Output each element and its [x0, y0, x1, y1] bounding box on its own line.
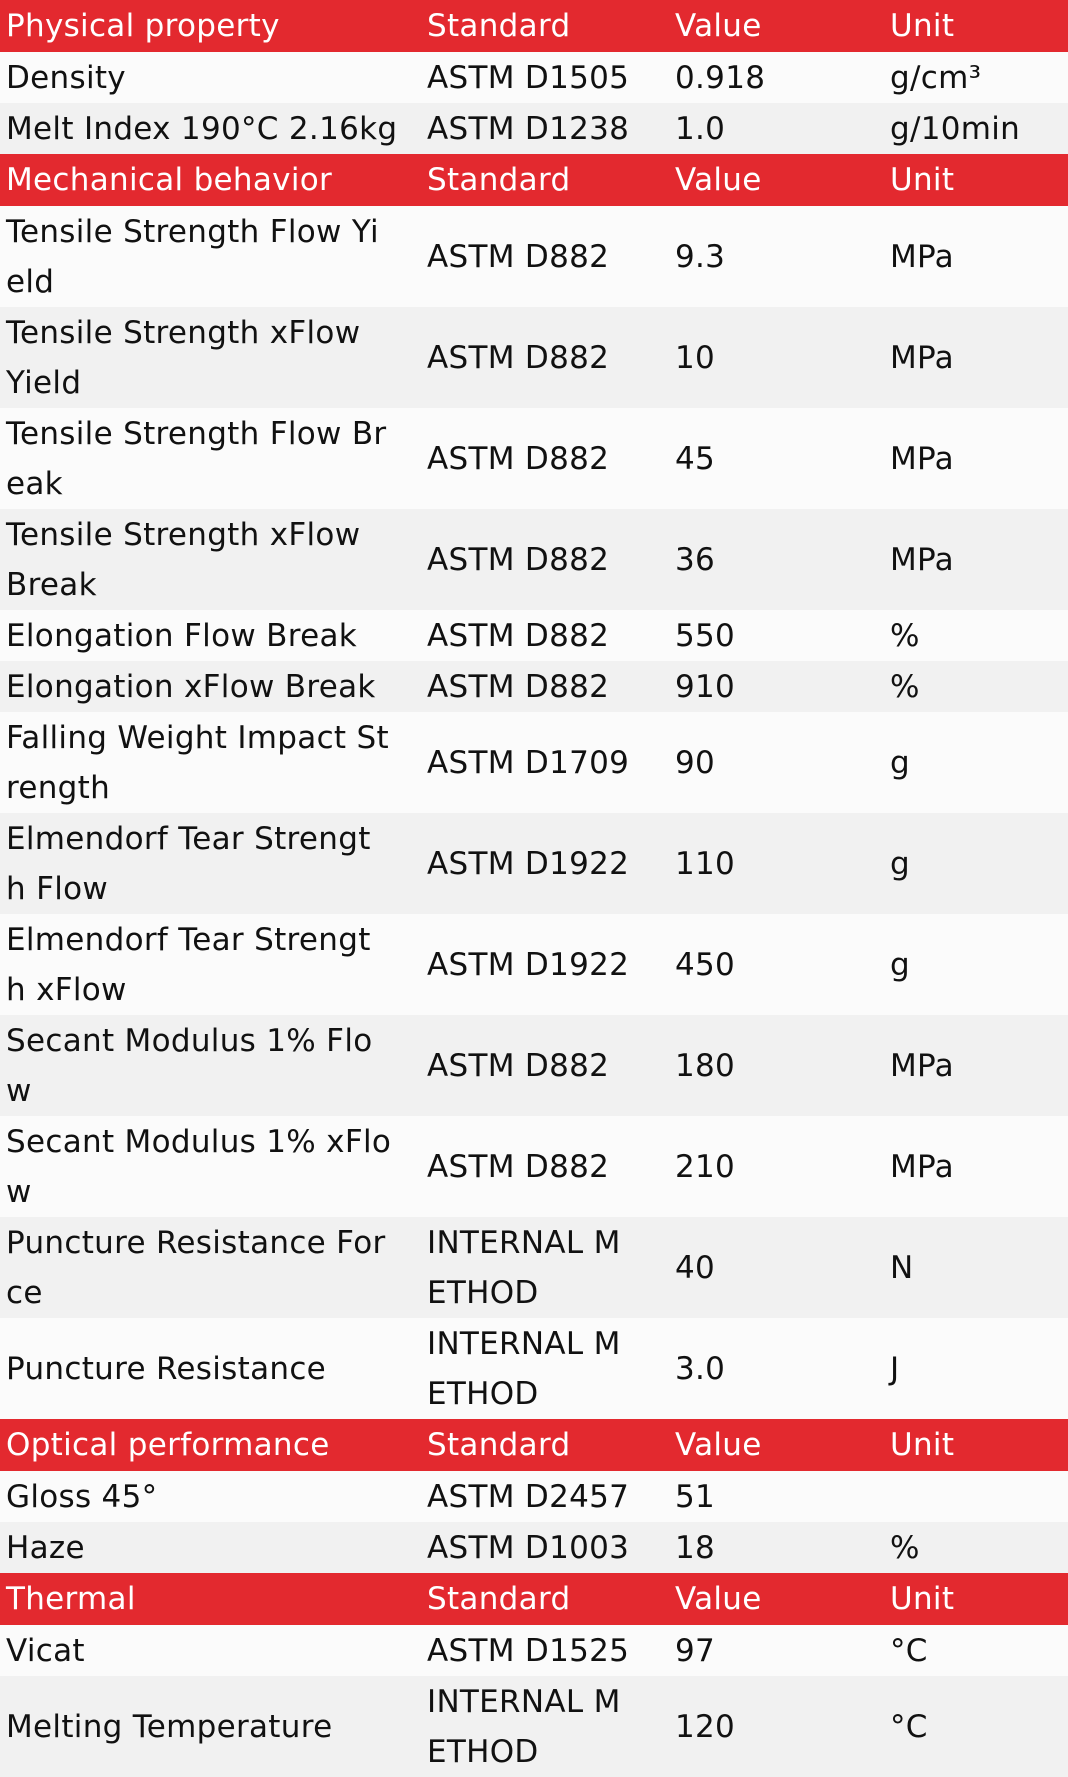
header-standard: Standard — [427, 8, 571, 44]
property-cell-line: Tensile Strength Flow Yi — [6, 213, 379, 250]
property-cell — [0, 915, 421, 1015]
value-cell: 18 — [675, 1529, 716, 1566]
table-row — [0, 408, 1068, 509]
value-cell: 40 — [675, 1249, 716, 1286]
standard-cell-line: ASTM D882 — [427, 617, 610, 654]
header-unit: Unit — [890, 8, 955, 44]
table-row — [0, 1116, 1068, 1217]
property-cell — [0, 814, 421, 914]
standard-cell-line: ASTM D1709 — [427, 744, 630, 781]
standard-cell — [421, 1626, 669, 1676]
property-cell-line: eak — [6, 465, 63, 502]
property-cell-line: Elmendorf Tear Strengt — [6, 921, 371, 958]
standard-cell — [421, 1472, 669, 1522]
property-cell — [0, 1218, 421, 1318]
value-cell: 97 — [675, 1632, 716, 1669]
property-cell — [0, 1117, 421, 1217]
value-cell: 10 — [675, 339, 716, 376]
table-row — [0, 103, 1068, 154]
property-cell-line: h Flow — [6, 870, 109, 907]
unit-cell: g/10min — [890, 110, 1021, 147]
standard-cell-line: ASTM D882 — [427, 238, 610, 275]
value-cell: 910 — [675, 668, 736, 705]
standard-cell — [421, 53, 669, 103]
property-cell-line: Elongation xFlow Break — [6, 668, 376, 705]
table-row — [0, 661, 1068, 712]
table-row — [0, 1015, 1068, 1116]
value-cell: 120 — [675, 1708, 736, 1745]
property-cell-line: Puncture Resistance — [6, 1350, 327, 1387]
property-cell — [0, 104, 421, 154]
standard-cell-line: INTERNAL M — [427, 1325, 621, 1362]
standard-cell — [421, 535, 669, 585]
unit-cell: MPa — [890, 339, 954, 376]
table-row — [0, 813, 1068, 914]
property-cell — [0, 662, 421, 712]
unit-cell: g — [890, 946, 910, 983]
unit-cell: MPa — [890, 541, 954, 578]
header-value: Value — [675, 162, 762, 198]
standard-cell-line: ASTM D882 — [427, 541, 610, 578]
table-row — [0, 1217, 1068, 1318]
unit-cell: % — [890, 617, 920, 654]
standard-cell — [421, 333, 669, 383]
standard-cell — [421, 104, 669, 154]
standard-cell — [421, 940, 669, 990]
table-row — [0, 307, 1068, 408]
property-cell-line: eld — [6, 263, 55, 300]
section-header-row — [0, 1573, 1068, 1625]
header-standard: Standard — [427, 1427, 571, 1463]
table-row — [0, 1522, 1068, 1573]
value-cell: 210 — [675, 1148, 736, 1185]
property-cell-line: Break — [6, 566, 97, 603]
standard-cell-line: INTERNAL M — [427, 1224, 621, 1261]
property-cell — [0, 308, 421, 408]
property-cell — [0, 713, 421, 813]
header-value: Value — [675, 1581, 762, 1617]
unit-cell: °C — [890, 1632, 928, 1669]
unit-cell: J — [890, 1350, 900, 1387]
value-cell: 0.918 — [675, 59, 766, 96]
property-cell-line: Tensile Strength Flow Br — [6, 415, 387, 452]
property-cell — [0, 510, 421, 610]
value-cell: 45 — [675, 440, 716, 477]
property-cell — [0, 1702, 421, 1752]
table-row — [0, 206, 1068, 307]
unit-cell: % — [890, 668, 920, 705]
property-cell-line: Melt Index 190°C 2.16kg — [6, 110, 398, 147]
property-cell-line: Melting Temperature — [6, 1708, 333, 1745]
section-header-row — [0, 154, 1068, 206]
value-cell: 3.0 — [675, 1350, 726, 1387]
property-cell-line: w — [6, 1072, 32, 1109]
standard-cell — [421, 662, 669, 712]
header-value: Value — [675, 1427, 762, 1463]
header-property: Physical property — [6, 8, 280, 44]
standard-cell — [421, 232, 669, 282]
value-cell: 36 — [675, 541, 716, 578]
unit-cell: N — [890, 1249, 914, 1286]
standard-cell-line: ETHOD — [427, 1274, 539, 1311]
property-cell-line: Gloss 45° — [6, 1478, 158, 1515]
property-cell-line: Elongation Flow Break — [6, 617, 357, 654]
standard-cell-line: ASTM D882 — [427, 339, 610, 376]
value-cell: 550 — [675, 617, 736, 654]
unit-cell: % — [890, 1529, 920, 1566]
property-cell-line: Density — [6, 59, 126, 96]
property-cell-line: rength — [6, 769, 111, 806]
value-cell: 1.0 — [675, 110, 726, 147]
unit-cell: MPa — [890, 440, 954, 477]
property-cell-line: Tensile Strength xFlow — [6, 516, 361, 553]
value-cell: 110 — [675, 845, 736, 882]
table-row — [0, 509, 1068, 610]
table-row — [0, 1625, 1068, 1676]
property-cell — [0, 409, 421, 509]
standard-cell-line: ASTM D2457 — [427, 1478, 630, 1515]
unit-cell: MPa — [890, 1148, 954, 1185]
property-cell-line: Yield — [6, 364, 82, 401]
property-cell-line: Falling Weight Impact St — [6, 719, 389, 756]
unit-cell: g/cm³ — [890, 59, 982, 96]
header-property: Thermal — [6, 1581, 136, 1617]
property-cell-line: Tensile Strength xFlow — [6, 314, 361, 351]
header-unit: Unit — [890, 162, 955, 198]
property-cell-line: Secant Modulus 1% xFlo — [6, 1123, 392, 1160]
unit-cell: g — [890, 845, 910, 882]
standard-cell-line: ASTM D882 — [427, 1047, 610, 1084]
header-unit: Unit — [890, 1427, 955, 1463]
standard-cell — [421, 1523, 669, 1573]
standard-cell-line: ASTM D1922 — [427, 845, 630, 882]
standard-cell — [421, 1677, 669, 1777]
property-cell — [0, 1523, 421, 1573]
property-cell — [0, 611, 421, 661]
standard-cell-line: ASTM D1003 — [427, 1529, 630, 1566]
value-cell: 51 — [675, 1478, 716, 1515]
value-cell: 180 — [675, 1047, 736, 1084]
table-row — [0, 1318, 1068, 1419]
standard-cell — [421, 839, 669, 889]
property-cell — [0, 1472, 421, 1522]
standard-cell — [421, 1218, 669, 1318]
standard-cell-line: ASTM D1525 — [427, 1632, 630, 1669]
table-row — [0, 1676, 1068, 1777]
property-cell — [0, 1344, 421, 1394]
value-cell: 90 — [675, 744, 716, 781]
standard-cell-line: ETHOD — [427, 1733, 539, 1770]
header-property: Optical performance — [6, 1427, 330, 1463]
header-property: Mechanical behavior — [6, 162, 333, 198]
header-value: Value — [675, 8, 762, 44]
standard-cell — [421, 434, 669, 484]
standard-cell — [421, 611, 669, 661]
property-cell — [0, 1626, 421, 1676]
property-cell — [0, 1016, 421, 1116]
header-standard: Standard — [427, 1581, 571, 1617]
section-header-row — [0, 0, 1068, 52]
standard-cell-line: INTERNAL M — [427, 1683, 621, 1720]
header-unit: Unit — [890, 1581, 955, 1617]
standard-cell-line: ASTM D882 — [427, 1148, 610, 1185]
value-cell: 9.3 — [675, 238, 726, 275]
standard-cell-line: ASTM D1922 — [427, 946, 630, 983]
standard-cell-line: ASTM D882 — [427, 668, 610, 705]
property-cell-line: w — [6, 1173, 32, 1210]
standard-cell — [421, 1142, 669, 1192]
table-row — [0, 52, 1068, 103]
property-cell-line: ce — [6, 1274, 43, 1311]
property-cell — [0, 53, 421, 103]
value-cell: 450 — [675, 946, 736, 983]
table-row — [0, 914, 1068, 1015]
unit-cell: MPa — [890, 238, 954, 275]
standard-cell-line: ASTM D1505 — [427, 59, 630, 96]
standard-cell — [421, 1319, 669, 1419]
unit-cell: °C — [890, 1708, 928, 1745]
table-row — [0, 610, 1068, 661]
standard-cell — [421, 1041, 669, 1091]
property-cell-line: Elmendorf Tear Strengt — [6, 820, 371, 857]
property-cell-line: Vicat — [6, 1632, 85, 1669]
table-row — [0, 712, 1068, 813]
property-cell-line: Secant Modulus 1% Flo — [6, 1022, 373, 1059]
standard-cell-line: ETHOD — [427, 1375, 539, 1412]
standard-cell — [421, 738, 669, 788]
property-cell-line: Puncture Resistance For — [6, 1224, 386, 1261]
unit-cell: MPa — [890, 1047, 954, 1084]
header-standard: Standard — [427, 162, 571, 198]
unit-cell: g — [890, 744, 910, 781]
property-cell-line: h xFlow — [6, 971, 127, 1008]
table-row — [0, 1471, 1068, 1522]
standard-cell-line: ASTM D1238 — [427, 110, 630, 147]
section-header-row — [0, 1419, 1068, 1471]
standard-cell-line: ASTM D882 — [427, 440, 610, 477]
property-cell — [0, 207, 421, 307]
property-cell-line: Haze — [6, 1529, 85, 1566]
